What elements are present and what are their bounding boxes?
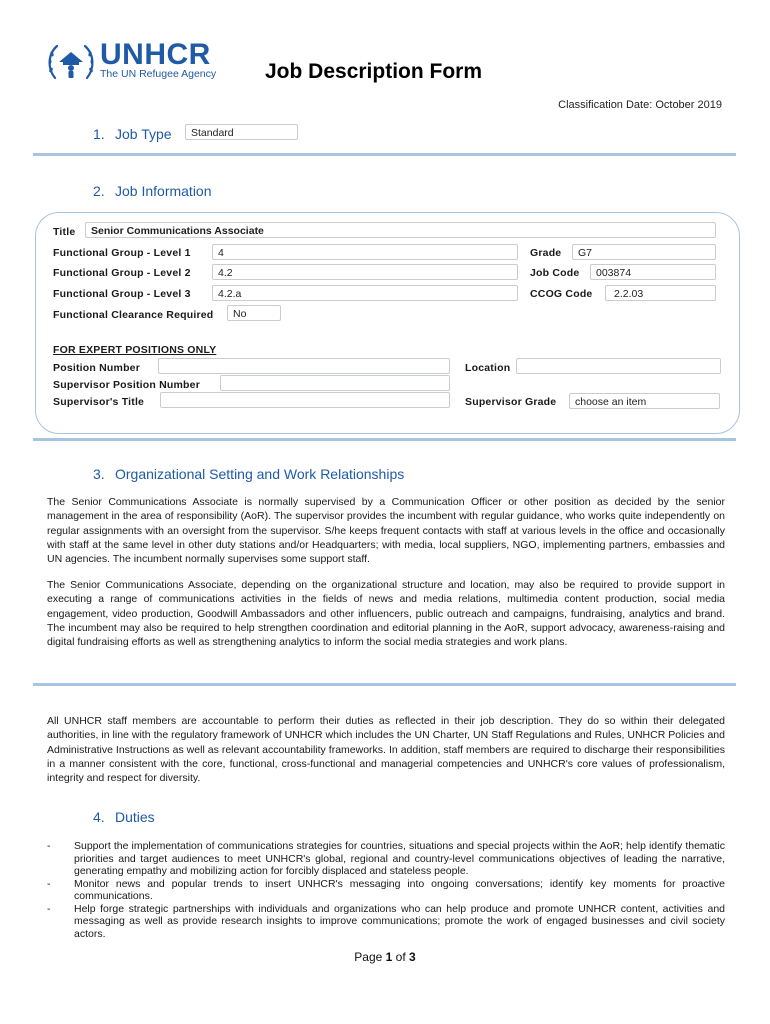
page-number [0, 950, 770, 964]
functional-clearance-field[interactable]: No [227, 305, 281, 321]
section-title: Job Information [115, 183, 212, 199]
page-current: 1 [385, 950, 393, 964]
supervisor-title-field[interactable] [160, 392, 450, 408]
classification-date: Classification Date: October 2019 [558, 99, 722, 111]
grade-label: Grade [530, 247, 562, 259]
duty-text: Monitor news and popular trends to insert UNHCR's messaging into ongoing conversations; identify key moments for proactive communications. [74, 877, 725, 902]
section-job-type-heading [93, 126, 172, 142]
section-org-setting-heading [93, 466, 404, 482]
functional-group-2-label: Functional Group - Level 2 [53, 267, 191, 279]
supervisor-position-number-label: Supervisor Position Number [53, 379, 200, 391]
supervisor-grade-select[interactable]: choose an item [569, 393, 720, 409]
location-field[interactable] [516, 358, 721, 374]
unhcr-emblem-icon [45, 40, 97, 84]
supervisor-position-number-field[interactable] [220, 375, 450, 391]
title-label: Title [53, 226, 76, 238]
section-number: 4. [93, 809, 105, 825]
functional-group-3-label: Functional Group - Level 3 [53, 288, 191, 300]
grade-field[interactable]: G7 [572, 244, 716, 260]
position-number-label: Position Number [53, 362, 141, 374]
accountability-paragraph: All UNHCR staff members are accountable to perform their duties as reflected in their job description. They do so within their delegated authorities, in line with the regulatory framework of UNHCR which includes the UN Charter, UN Staff Regulations and Rules, UNHCR Policies and Administrative Instructions as well as relevant accountability frameworks. In addition, staff members are required to discharge their responsibilities in a manner consistent with the core, functional, cross-functional and managerial competencies and UNHCR's core values of professionalism, integrity and respect for diversity. [47, 715, 725, 785]
ccog-code-field[interactable]: 2.2.03 [605, 285, 716, 301]
job-code-label: Job Code [530, 267, 580, 279]
list-item [47, 878, 725, 903]
page-total: 3 [409, 950, 416, 964]
functional-clearance-label: Functional Clearance Required [53, 309, 214, 321]
duties-list [47, 840, 725, 940]
list-item [47, 840, 725, 878]
section-title: Duties [115, 809, 155, 825]
org-setting-paragraph-2: The Senior Communications Associate, depending on the organizational structure and location, may also be required to provide support in executing a range of communications activities in the fields of news and media relations, multimedia content production, social media engagement, video production, Goodwill Ambassadors and other influencers, public outreach and campaigns, fundraising, analytics and brand. The incumbent may also be required to help strengthen coordination and editorial planning in the AoR, support advocacy, awareness-raising and digital fundraising efforts as well as strengthening analytics to inform the social media strategies and work plans. [47, 579, 725, 649]
functional-group-3-field[interactable]: 4.2.a [212, 285, 518, 301]
section-divider [33, 438, 736, 441]
functional-group-1-field[interactable]: 4 [212, 244, 518, 260]
duty-text: Support the implementation of communications strategies for countries, situations and special projects within the AoR; help identify thematic priorities and target audiences to meet UNHCR's global, regional and country-level communications objectives of leading the narrative, generating empathy and mobilizing action for forcibly displaced and stateless people. [74, 840, 725, 877]
list-bullet: - [47, 902, 51, 915]
supervisor-grade-label: Supervisor Grade [465, 396, 557, 408]
org-tagline: The UN Refugee Agency [100, 68, 217, 80]
section-duties-heading [93, 809, 155, 825]
section-divider [33, 153, 736, 156]
org-logo-wordmark: UNHCR [100, 38, 211, 71]
job-code-field[interactable]: 003874 [590, 264, 716, 280]
section-title: Organizational Setting and Work Relationships [115, 466, 405, 482]
list-bullet: - [47, 877, 51, 890]
list-item [47, 903, 725, 941]
page-prefix: Page [354, 950, 386, 964]
functional-group-1-label: Functional Group - Level 1 [53, 247, 191, 259]
title-field[interactable]: Senior Communications Associate [85, 222, 716, 238]
duty-text: Help forge strategic partnerships with individuals and organizations who can help produce and promote UNHCR content, activities and messaging as well as provide research insights to improve communications; promote the work of engaged businesses and civil society actors. [74, 902, 725, 940]
page-title: Job Description Form [265, 60, 483, 83]
expert-positions-heading: FOR EXPERT POSITIONS ONLY [53, 344, 217, 356]
functional-group-2-field[interactable]: 4.2 [212, 264, 518, 280]
section-number: 3. [93, 466, 105, 482]
org-setting-paragraph-1: The Senior Communications Associate is normally supervised by a Communication Officer or other position as decided by the senior management in the area of responsibility (AoR). The supervisor provides the incumbent with regular guidance, who works quite independently on regular assignments with an oversight from the supervisor. S/he keeps frequent contacts with staff at various levels in the office and occasionally with staff at the same level in other duty stations and/or Headquarters; with media, local suppliers, NGO, implementing partners, embassies and UN agencies. The incumbent normally supervises some support staff. [47, 496, 725, 566]
section-divider [33, 683, 736, 686]
section-number: 1. [93, 126, 105, 142]
supervisor-title-label: Supervisor's Title [53, 396, 145, 408]
page-of: of [392, 950, 410, 964]
section-title: Job Type [115, 126, 172, 142]
job-type-field[interactable]: Standard [185, 124, 298, 140]
location-label: Location [465, 362, 511, 374]
list-bullet: - [47, 840, 51, 852]
ccog-code-label: CCOG Code [530, 288, 593, 300]
section-job-info-heading [93, 183, 212, 199]
position-number-field[interactable] [158, 358, 450, 374]
section-number: 2. [93, 183, 105, 199]
